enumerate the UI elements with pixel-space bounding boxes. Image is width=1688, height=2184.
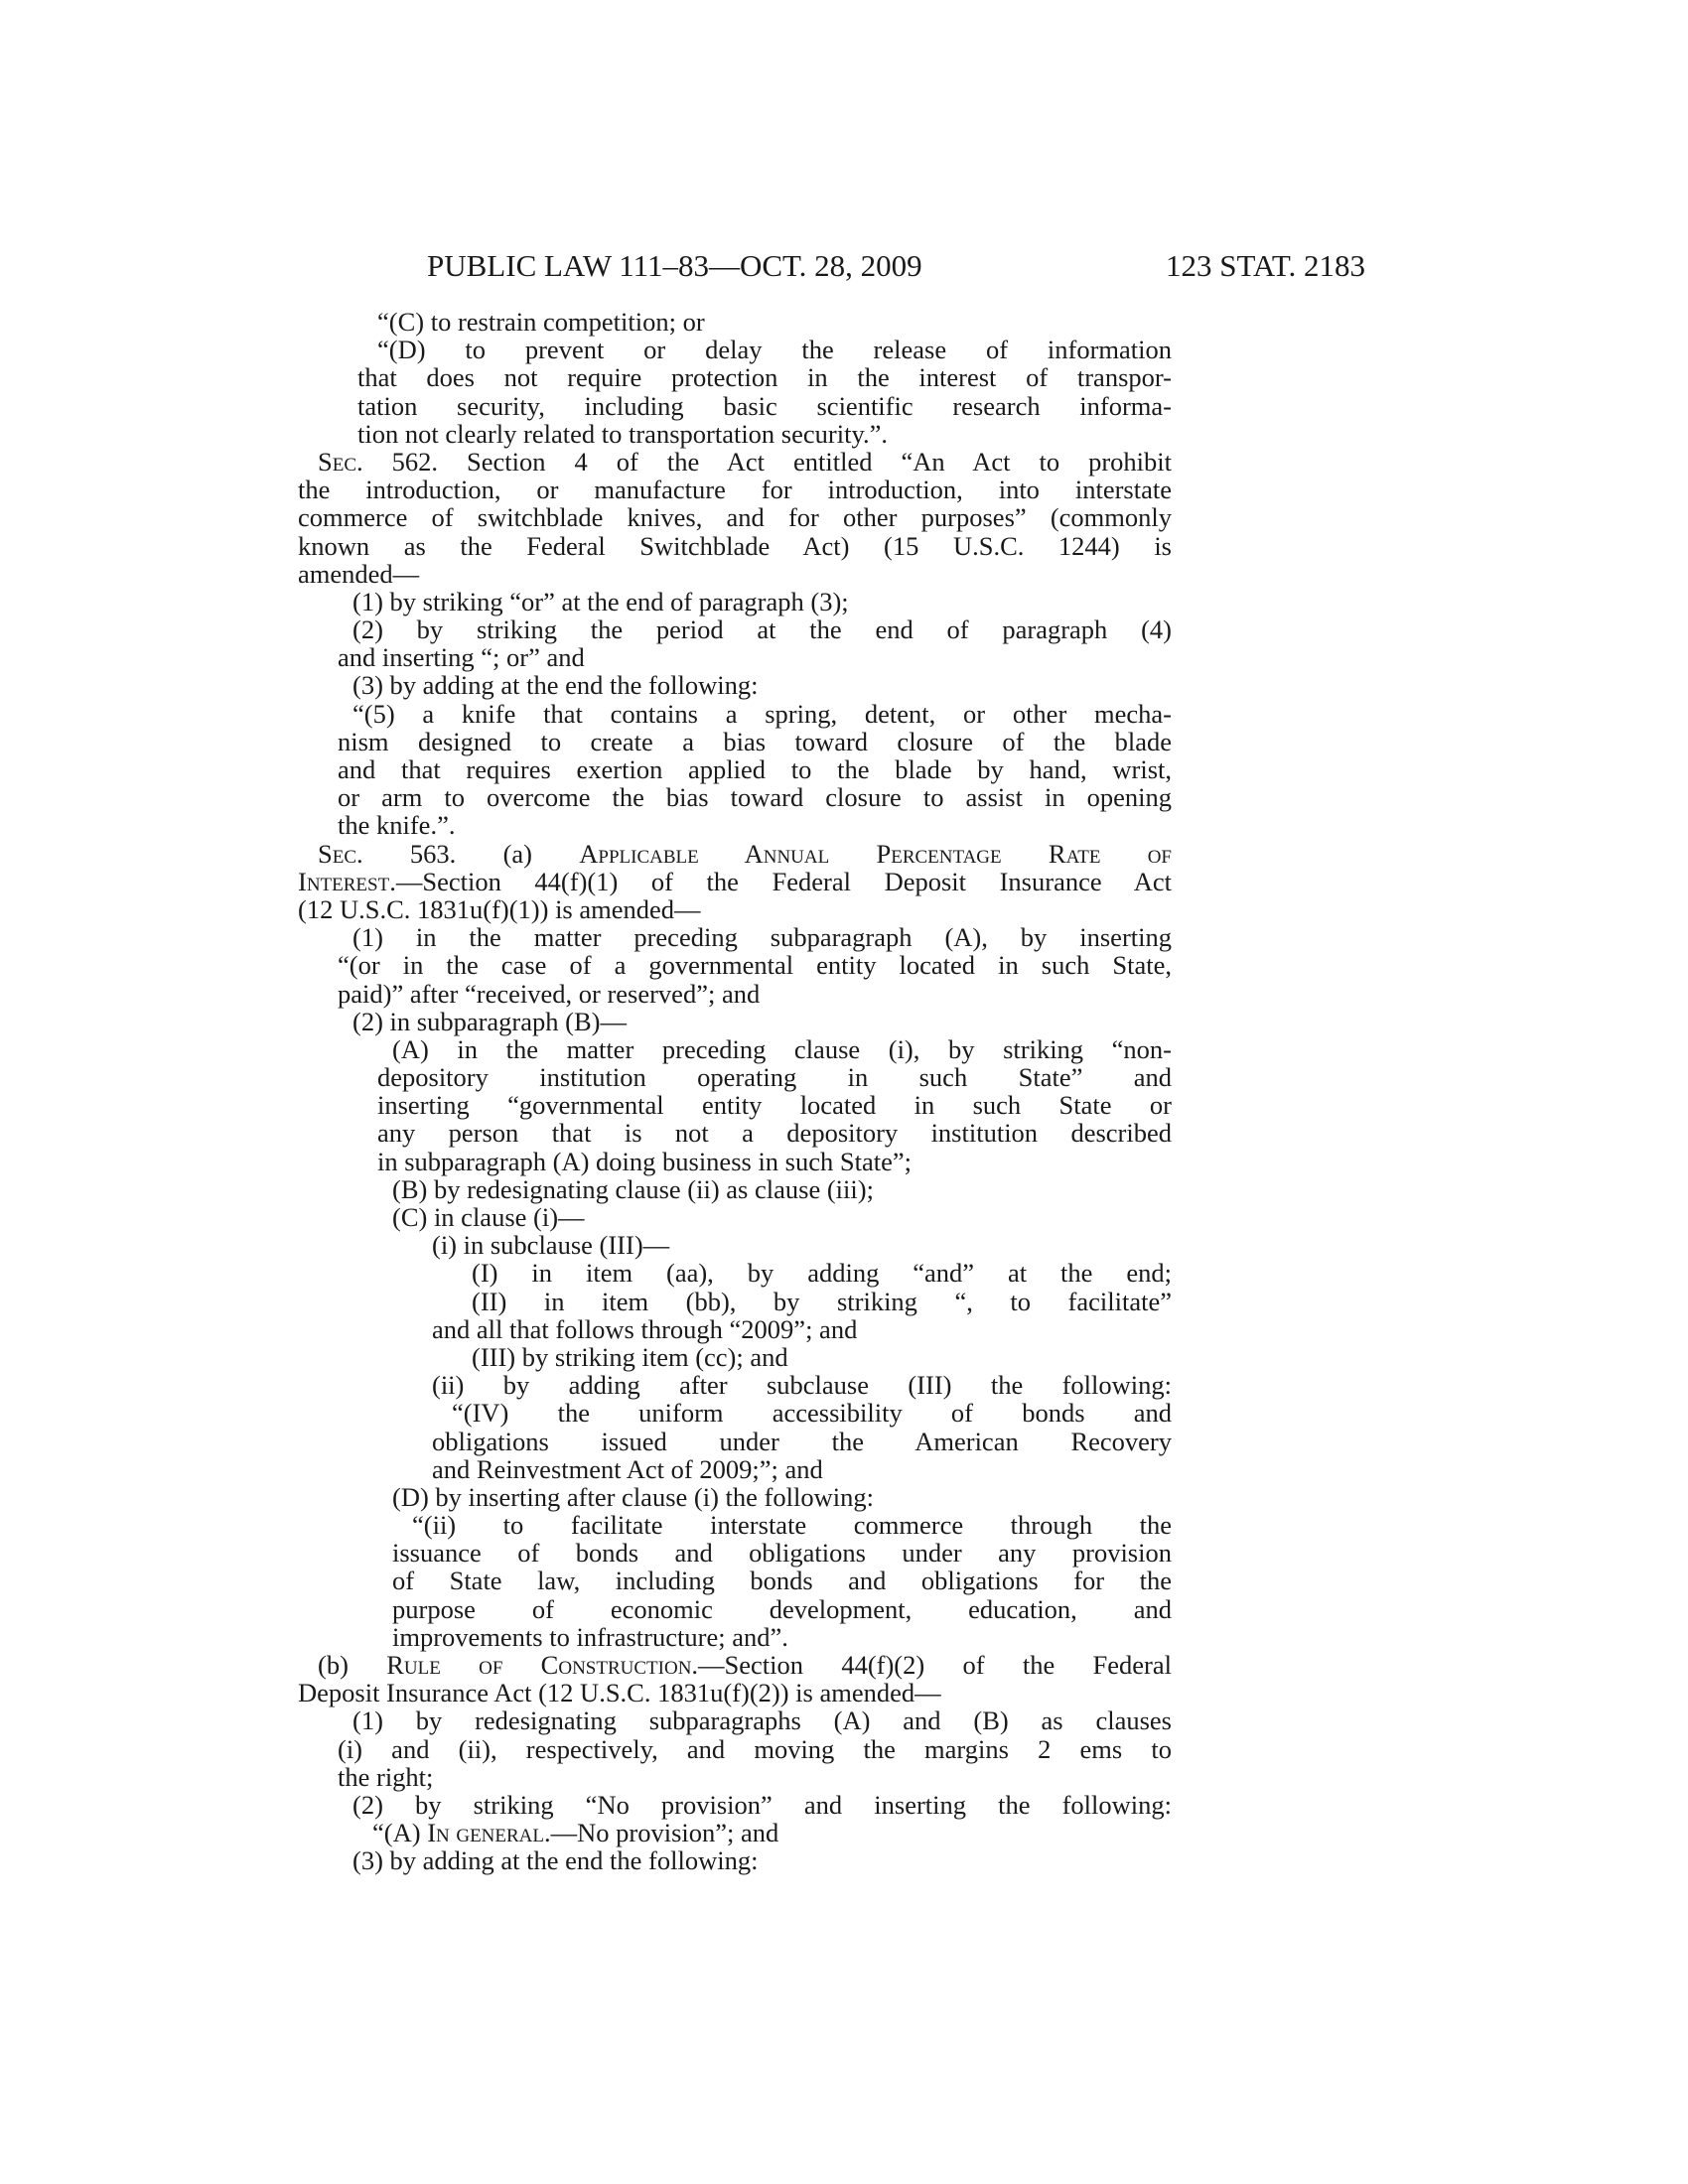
line-text: (i) in subclause (III)—	[432, 1230, 670, 1261]
text-line	[298, 1763, 1172, 1791]
line-text: (1) in the matter preceding subparagraph (A), by inserting	[352, 922, 1172, 953]
text-line	[298, 1483, 1172, 1511]
text-line	[298, 615, 1172, 643]
text-line	[298, 588, 1172, 615]
text-line	[298, 1175, 1172, 1203]
text-line	[298, 420, 1172, 448]
line-text: and that requires exertion applied to the blade by hand, wrist,	[338, 754, 1172, 784]
line-text: and all that follows through “2009”; and	[432, 1313, 858, 1344]
line-text: (i) and (ii), respectively, and moving the margins 2 ems to	[338, 1733, 1172, 1764]
line-text: (1) by striking “or” at the end of paragraph (3);	[352, 586, 849, 616]
line-text: in subparagraph (A) doing business in such State”;	[377, 1146, 912, 1176]
text-line	[298, 336, 1172, 363]
text-line	[298, 643, 1172, 671]
text-line	[298, 1539, 1172, 1567]
line-text: “(C) to restrain competition; or	[377, 307, 705, 337]
text-line	[298, 1846, 1172, 1874]
text-line	[298, 840, 1172, 868]
line-text: the knife.”.	[338, 810, 456, 841]
line-text: (2) in subparagraph (B)—	[352, 1006, 627, 1036]
text-line	[298, 308, 1172, 336]
text-line	[298, 1315, 1172, 1343]
text-line	[298, 1371, 1172, 1399]
statute-text	[298, 308, 1172, 1875]
line-text: improvements to infrastructure; and”.	[392, 1621, 788, 1652]
text-line	[298, 1091, 1172, 1119]
running-title: PUBLIC LAW 111–83—OCT. 28, 2009	[427, 248, 922, 283]
text-line	[298, 448, 1172, 476]
line-text: “(IV) the uniform accessibility of bonds and	[452, 1398, 1172, 1429]
line-text: (B) by redesignating clause (ii) as clause (iii);	[392, 1173, 874, 1204]
text-line	[298, 1148, 1172, 1175]
section-label: Sec.	[318, 838, 363, 869]
line-text: tion not clearly related to transportation security.”.	[357, 418, 888, 449]
line-text: paid)” after “received, or reserved”; and	[338, 978, 761, 1009]
text-line	[298, 1008, 1172, 1035]
text-line	[298, 1623, 1172, 1651]
line-text: (12 U.S.C. 1831u(f)(1)) is amended—	[298, 893, 701, 924]
text-line	[298, 1063, 1172, 1091]
text-line	[298, 1511, 1172, 1539]
text-line	[298, 1455, 1172, 1483]
text-line	[298, 868, 1172, 895]
line-text: Deposit Insurance Act (12 U.S.C. 1831u(f)(2)) is amended—	[298, 1678, 941, 1708]
line-text: (ii) by adding after subclause (III) the following:	[432, 1370, 1172, 1401]
line-text: (2) by striking “No provision” and inserting the following:	[352, 1789, 1172, 1820]
line-text: (1) by redesignating subparagraphs (A) and (B) as clauses	[352, 1706, 1172, 1736]
line-text: (I) in item (aa), by adding “and” at the end;	[472, 1258, 1172, 1289]
text-line	[298, 1791, 1172, 1819]
text-line	[298, 532, 1172, 560]
line-text: (b) Rule of Construction.—Section 44(f)(2) of the Federal	[318, 1650, 1172, 1680]
line-text: 563. (a) Applicable Annual Percentage Rate of	[362, 838, 1172, 869]
text-line	[298, 1035, 1172, 1063]
line-text: the introduction, or manufacture for introduction, into interstate	[298, 475, 1172, 505]
line-text: “(ii) to facilitate interstate commerce through the	[412, 1510, 1172, 1541]
line-text: inserting “governmental entity located in such State or	[377, 1090, 1172, 1121]
line-text: commerce of switchblade knives, and for other purposes” (commonly	[298, 502, 1172, 533]
line-text: (C) in clause (i)—	[392, 1202, 585, 1232]
text-line	[298, 811, 1172, 839]
text-line	[298, 503, 1172, 531]
line-text: (D) by inserting after clause (i) the following:	[392, 1481, 874, 1512]
line-text: or arm to overcome the bias toward closure to assist in opening	[338, 782, 1172, 813]
text-line	[298, 1259, 1172, 1287]
text-line	[298, 1119, 1172, 1147]
line-text: obligations issued under the American Recovery	[432, 1426, 1172, 1456]
line-text: and inserting “; or” and	[338, 642, 585, 673]
text-line	[298, 700, 1172, 728]
statute-page-number: 123 STAT. 2183	[1165, 248, 1365, 283]
text-line	[298, 728, 1172, 755]
line-text: 562. Section 4 of the Act entitled “An Act to prohibit	[362, 446, 1172, 477]
text-line	[298, 1231, 1172, 1259]
line-text: nism designed to create a bias toward closure of the blade	[338, 726, 1172, 756]
line-text: “(5) a knife that contains a spring, detent, or other mecha-	[352, 698, 1172, 729]
line-text: (3) by adding at the end the following:	[352, 670, 759, 701]
text-line	[298, 895, 1172, 923]
text-line	[298, 1735, 1172, 1763]
text-line	[298, 392, 1172, 420]
line-text: (A) in the matter preceding clause (i), by striking “non-	[392, 1033, 1172, 1064]
line-text: (III) by striking item (cc); and	[472, 1341, 788, 1372]
text-line	[298, 476, 1172, 503]
text-line	[298, 1343, 1172, 1371]
line-text: depository institution operating in such State” and	[377, 1062, 1172, 1093]
text-line	[298, 1706, 1172, 1734]
text-line	[298, 951, 1172, 979]
text-line	[298, 1595, 1172, 1623]
section-label: Sec.	[318, 446, 363, 477]
line-text: the right;	[338, 1761, 434, 1792]
line-text: “(A) In general.—No provision”; and	[372, 1818, 779, 1848]
line-text: amended—	[298, 558, 420, 589]
line-text: of State law, including bonds and obligations for the	[392, 1566, 1172, 1596]
line-text: issuance of bonds and obligations under any provision	[392, 1538, 1172, 1569]
text-line	[298, 1428, 1172, 1455]
text-line	[298, 1651, 1172, 1679]
text-line	[298, 1288, 1172, 1315]
text-line	[298, 1203, 1172, 1231]
page-header	[298, 246, 1365, 286]
line-text: tation security, including basic scientific research informa-	[357, 390, 1172, 421]
line-text: “(or in the case of a governmental entity located in such State,	[338, 950, 1172, 981]
text-line	[298, 363, 1172, 391]
text-line	[298, 1819, 1172, 1846]
line-text: purpose of economic development, education, and	[392, 1593, 1172, 1624]
text-line	[298, 755, 1172, 783]
text-line	[298, 1679, 1172, 1706]
text-line	[298, 783, 1172, 811]
text-line	[298, 1399, 1172, 1427]
line-text: (3) by adding at the end the following:	[352, 1845, 759, 1876]
line-text: (2) by striking the period at the end of paragraph (4)	[352, 614, 1172, 645]
text-line	[298, 980, 1172, 1008]
line-text: Interest.—Section 44(f)(1) of the Federal Deposit Insurance Act	[298, 866, 1172, 896]
line-text: known as the Federal Switchblade Act) (15 U.S.C. 1244) is	[298, 530, 1172, 561]
line-text: that does not require protection in the interest of transpor-	[357, 362, 1172, 393]
text-line	[298, 671, 1172, 699]
line-text: and Reinvestment Act of 2009;”; and	[432, 1453, 823, 1484]
text-line	[298, 923, 1172, 951]
text-line	[298, 560, 1172, 588]
line-text: “(D) to prevent or delay the release of information	[377, 335, 1172, 365]
line-text: (II) in item (bb), by striking “, to facilitate”	[472, 1286, 1172, 1316]
line-text: any person that is not a depository institution described	[377, 1118, 1172, 1149]
text-line	[298, 1567, 1172, 1594]
